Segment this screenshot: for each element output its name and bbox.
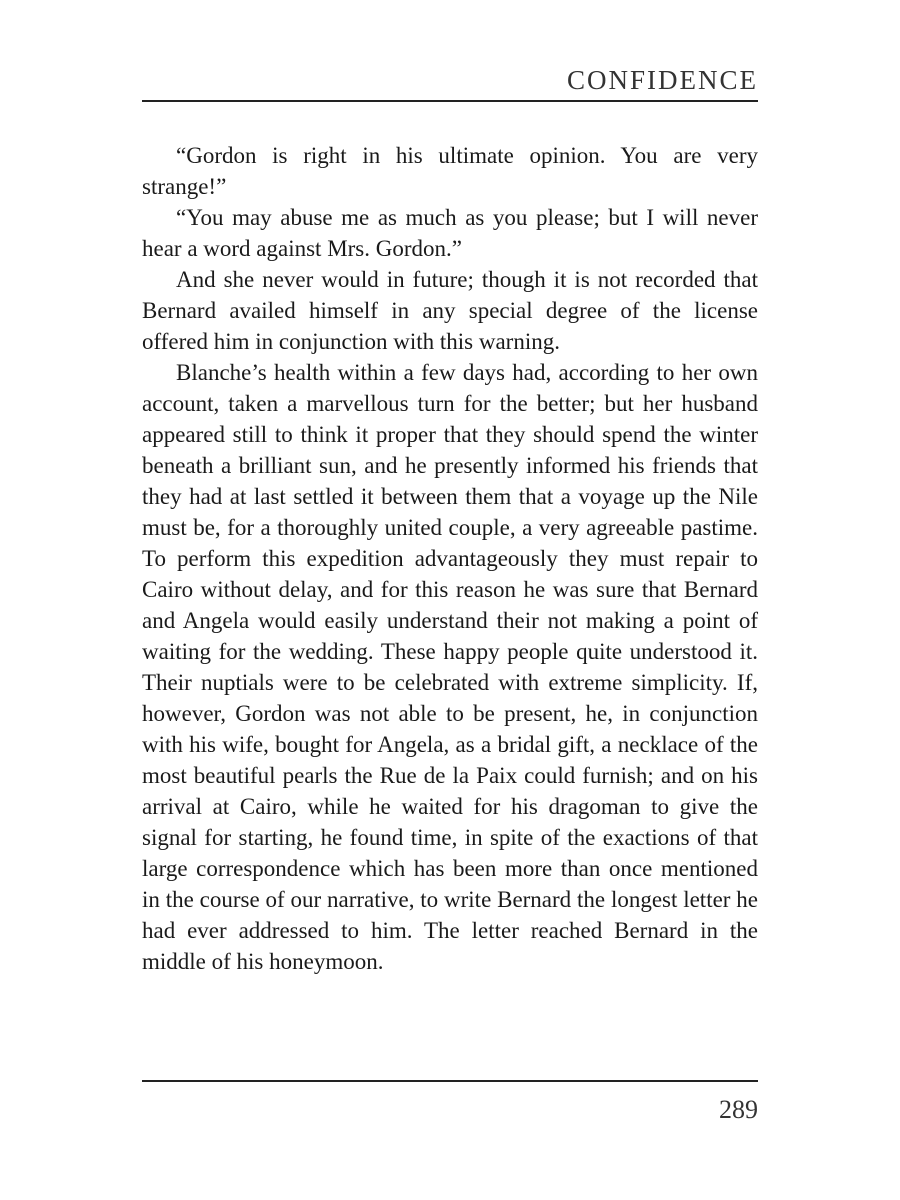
footer-rule [142,1080,758,1082]
paragraph: And she never would in future; though it is not recorded that Bernard availed himself in any special degree of the license offered him in conjunction with this warning. [142,267,758,354]
header-rule [142,100,758,102]
page-number: 289 [719,1095,758,1124]
paragraph: Blanche’s health within a few days had, according to her own account, taken a marvellous turn for the better; but her husband appeared still to think it proper that they should spend the winter beneath a brilliant sun, and he presently informed his friends that they had at last settled it between them that a voyage up the Nile must be, for a thoroughly united couple, a very agreeable pastime. To perform this expedition advantageously they must repair to Cairo without delay, and for this reason he was sure that Bernard and Angela would easily understand their not making a point of waiting for the wedding. These happy people quite understood it. Their nuptials were to be celebrated with extreme simplicity. If, however, Gordon was not able to be present, he, in conjunction with his wife, bought for Angela, as a bridal gift, a necklace of the most beautiful pearls the Rue de la Paix could furnish; and on his arrival at Cairo, while he waited for his dragoman to give the signal for starting, he found time, in spite of the exactions of that large correspondence which has been more than once mentioned in the course of our narrative, to write Bernard the longest letter he had ever addressed to him. The letter reached Bernard in the middle of his honeymoon. [142,360,758,974]
running-title: CONFIDENCE [566,65,758,95]
body-text [142,140,758,977]
paragraph: “You may abuse me as much as you please; but I will never hear a word against Mrs. Gordon.” [142,205,758,261]
paragraph: “Gordon is right in his ultimate opinion. You are very strange!” [142,143,758,199]
